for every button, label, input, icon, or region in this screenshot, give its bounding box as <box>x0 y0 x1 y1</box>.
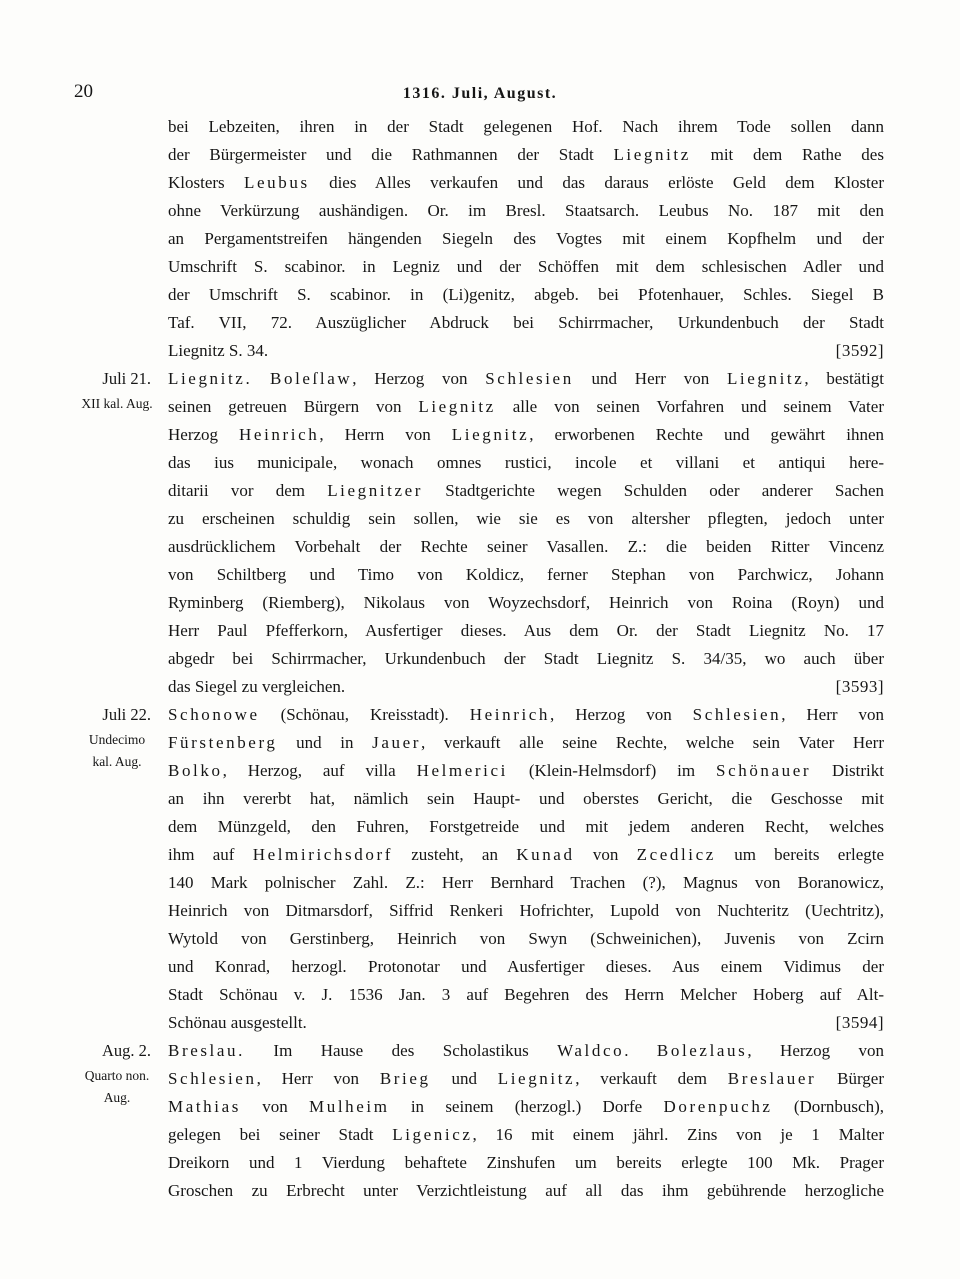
margin-date-label: Juli 21. <box>102 369 151 388</box>
text-run: Im Hause des Scholastikus <box>244 1041 558 1060</box>
text-line <box>168 757 884 785</box>
text-line <box>168 449 884 477</box>
text-line <box>168 701 884 729</box>
text-run: Herzog <box>168 425 240 444</box>
text-line <box>168 365 884 393</box>
text-run: um bereits erlegte <box>715 845 885 864</box>
text-run: 140 Mark polnischer Zahl. Z.: Herr Bernhard Trachen (?), Magnus von Boranowicz, <box>168 873 884 892</box>
text-run: , Herzog, auf villa <box>222 761 417 780</box>
text-line <box>168 141 884 169</box>
text-line <box>168 1093 884 1121</box>
text-run: und Herr von <box>573 369 727 388</box>
text-run: von Schiltberg und Timo von Koldicz, ferner Stephan von Parchwicz, Johann <box>168 565 884 584</box>
text-line <box>168 1121 884 1149</box>
letterspaced-name: Ligenicz <box>392 1125 473 1144</box>
letterspaced-name: Liegnitzer <box>327 481 424 500</box>
letterspaced-name: Schlesien <box>168 1069 257 1088</box>
text-run: (Klein-Helmsdorf) im <box>507 761 717 780</box>
text-run: mit dem Rathe des <box>690 145 884 164</box>
letterspaced-name: Jauer <box>372 733 421 752</box>
text-line <box>168 1177 884 1205</box>
regest-entry <box>168 113 884 365</box>
text-run: an ihn vererbt hat, nämlich sein Haupt- und oberstes Gericht, die Geschosse mit <box>168 789 884 808</box>
text-line <box>168 1065 884 1093</box>
text-line <box>168 869 884 897</box>
letterspaced-name: Schönauer <box>716 761 812 780</box>
text-run: an Pergamentstreifen hängenden Siegeln des Vogtes mit einem Kopfhelm und der <box>168 229 884 248</box>
margin-kalends-label: Aug. <box>103 1090 131 1105</box>
text-run: zusteht, an <box>392 845 517 864</box>
letterspaced-name: Kunad <box>516 845 575 864</box>
letterspaced-name: Liegnitz <box>451 425 530 444</box>
text-line <box>168 561 884 589</box>
margin-annotation <box>70 701 164 773</box>
text-run: Wytold von Gerstinberg, Heinrich von Swyn (Schweinichen), Juvenis von Zcirn <box>168 929 884 948</box>
regest-entry <box>81 365 884 701</box>
text-run: Taf. VII, 72. Auszüglicher Abdruck bei Schirrmacher, Urkundenbuch der Stadt <box>168 313 884 332</box>
text-run: , bestätigt <box>804 369 884 388</box>
text-run: der Umschrift S. scabinor. in (Li)genitz, abgeb. bei Pfotenhauer, Schles. Siegel B <box>168 285 884 304</box>
letterspaced-name: Schlesien <box>692 705 782 724</box>
page-header: 1316. Juli, August. <box>402 85 558 102</box>
text-run: Herr Paul Pfefferkorn, Ausfertiger dieses. Aus dem Or. der Stadt Liegnitz No. 17 <box>168 621 884 640</box>
text-run <box>252 369 270 388</box>
regest-entry <box>88 701 885 1037</box>
text-run: der Bürgermeister und die Rathmannen der Stadt <box>168 145 614 164</box>
text-run: (Schönau, Kreisstadt). <box>259 705 470 724</box>
text-run: bei Lebzeiten, ihren in der Stadt gelegenen Hof. Nach ihrem Tode sollen dann <box>168 117 884 136</box>
text-line <box>168 645 884 673</box>
text-line <box>168 813 884 841</box>
text-line <box>168 897 884 925</box>
text-line <box>168 281 884 309</box>
letterspaced-name: Waldco <box>557 1041 625 1060</box>
text-line <box>168 113 884 141</box>
text-run: . <box>624 1041 657 1060</box>
text-line <box>168 1037 884 1065</box>
text-run: Umschrift S. scabinor. in Legniz und der Schöffen mit dem schlesischen Adler und <box>168 257 884 276</box>
margin-kalends-label: XII kal. Aug. <box>81 396 153 411</box>
regest-entry <box>84 1037 885 1205</box>
text-line <box>168 421 884 449</box>
text-run: ihm auf <box>168 845 253 864</box>
text-line <box>168 589 884 617</box>
text-run: , Herzog von <box>747 1041 885 1060</box>
letterspaced-name: Helmirichsdorf <box>252 845 393 864</box>
margin-annotation <box>70 365 164 415</box>
letterspaced-name: Liegnitz <box>726 369 805 388</box>
text-line <box>168 925 884 953</box>
letterspaced-name: Breslau. <box>168 1041 245 1060</box>
text-run: in seinem (herzogl.) Dorfe <box>389 1097 664 1116</box>
text-line <box>168 1149 884 1177</box>
text-line <box>168 225 884 253</box>
text-line <box>168 477 884 505</box>
text-run: Liegnitz S. 34. <box>168 341 269 360</box>
margin-kalends-label: Undecimo <box>88 732 146 747</box>
text-run: und Konrad, herzogl. Protonotar und Ausfertiger dieses. Aus einem Vidimus der <box>168 957 884 976</box>
text-line <box>168 673 884 701</box>
text-line <box>168 729 884 757</box>
text-line <box>168 953 884 981</box>
letterspaced-name: Breslauer <box>727 1069 817 1088</box>
document-body <box>81 113 885 1205</box>
letterspaced-name: Mulheim <box>309 1097 390 1116</box>
text-line <box>168 617 884 645</box>
margin-date-label: Aug. 2. <box>101 1041 151 1060</box>
letterspaced-name: Liegnitz <box>418 397 496 416</box>
text-run: abgedr bei Schirrmacher, Urkundenbuch der Stadt Liegnitz S. 34/35, wo auch über <box>168 649 884 668</box>
letterspaced-name: Bolko <box>168 761 223 780</box>
text-run: , Herzog von <box>550 705 693 724</box>
margin-date-label: Juli 22. <box>102 705 151 724</box>
text-run: Stadt Schönau v. J. 1536 Jan. 3 auf Begehren des Herrn Melcher Hoberg auf Alt- <box>168 985 884 1004</box>
text-line <box>168 841 884 869</box>
text-run: Dreikorn und 1 Vierdung behaftete Zinshufen um bereits erlegte 100 Mk. Prager <box>168 1153 884 1172</box>
text-run: , erworbenen Rechte und gewährt ihnen <box>529 425 884 444</box>
text-line <box>168 309 884 337</box>
letterspaced-name: Liegnitz <box>613 145 691 164</box>
letterspaced-name: Helmerici <box>416 761 508 780</box>
letterspaced-name: Fürstenberg <box>168 733 278 752</box>
letterspaced-name: Schonowe <box>168 705 260 724</box>
letterspaced-name: Bolezlaus <box>656 1041 748 1060</box>
text-run: Stadtgerichte wegen Schulden oder anderer Sachen <box>423 481 884 500</box>
text-run: Schönau ausgestellt. <box>168 1013 307 1032</box>
text-line <box>168 337 884 365</box>
text-run: , 16 mit einem jährl. Zins von je 1 Malter <box>472 1125 885 1144</box>
text-run: (Dornbusch), <box>772 1097 885 1116</box>
text-line <box>168 253 884 281</box>
letterspaced-name: Liegnitz. <box>168 369 253 388</box>
letterspaced-name: Heinrich <box>239 425 320 444</box>
letterspaced-name: Dorenpuchz <box>663 1097 773 1116</box>
text-run: ohne Verkürzung aushändigen. Or. im Bresl. Staatsarch. Leubus No. 187 mit den <box>168 201 884 220</box>
text-run: von <box>240 1097 310 1116</box>
text-run: , verkauft alle seine Rechte, welche sein Vater Herr <box>420 733 884 752</box>
text-run: Distrikt <box>811 761 885 780</box>
text-line <box>168 393 884 421</box>
margin-kalends-label: Quarto non. <box>84 1068 150 1083</box>
text-run: dies Alles verkaufen und das daraus erlöste Geld dem Kloster <box>309 173 884 192</box>
text-run: und <box>430 1069 498 1088</box>
letterspaced-name: Mathias <box>168 1097 241 1116</box>
text-run: alle von seinen Vorfahren und seinem Vater <box>495 397 884 416</box>
text-run: ausdrücklichem Vorbehalt der Rechte seiner Vasallen. Z.: die beiden Ritter Vincenz <box>168 537 884 556</box>
text-run: seinen getreuen Bürgern von <box>168 397 419 416</box>
text-run: , verkauft dem <box>575 1069 728 1088</box>
entry-number: [3593] <box>835 677 884 696</box>
text-line <box>168 197 884 225</box>
entry-number: [3592] <box>835 341 884 360</box>
text-run: und in <box>277 733 373 752</box>
letterspaced-name: Liegnitz <box>497 1069 576 1088</box>
text-run: von <box>574 845 637 864</box>
text-line <box>168 533 884 561</box>
margin-kalends-label: kal. Aug. <box>92 754 142 769</box>
letterspaced-name: Heinrich <box>469 705 551 724</box>
page-number: 20 <box>74 81 93 102</box>
text-line <box>168 1009 884 1037</box>
text-run: ditarii vor dem <box>168 481 328 500</box>
letterspaced-name: Brieg <box>379 1069 431 1088</box>
margin-annotation <box>70 1037 164 1109</box>
text-run: das Siegel zu vergleichen. <box>168 677 346 696</box>
letterspaced-name: Schlesien <box>485 369 574 388</box>
text-run: , Herzog von <box>352 369 486 388</box>
text-run: dem Münzgeld, den Fuhren, Forstgetreide und mit jedem anderen Recht, welches <box>168 817 884 836</box>
text-run: , Herr von <box>256 1069 380 1088</box>
text-run: Groschen zu Erbrecht unter Verzichtleistung auf all das ihm gebührende herzogliche <box>168 1181 884 1200</box>
text-run: gelegen bei seiner Stadt <box>168 1125 393 1144</box>
text-line <box>168 981 884 1009</box>
text-run: Ryminberg (Riemberg), Nikolaus von Woyzechsdorf, Heinrich von Roina (Royn) und <box>168 593 884 612</box>
letterspaced-name: Leubus <box>244 173 310 192</box>
letterspaced-name: Zcedlicz <box>636 845 716 864</box>
text-run: zu erscheinen schuldig sein sollen, wie sie es von altersher pflegten, jedoch unter <box>168 509 884 528</box>
text-run: Heinrich von Ditmarsdorf, Siffrid Renkeri Hofrichter, Lupold von Nuchteritz (Uechtritz), <box>168 901 884 920</box>
text-line <box>168 505 884 533</box>
text-run: , Herrn von <box>319 425 452 444</box>
letterspaced-name: Boleſlaw <box>270 369 353 388</box>
text-line <box>168 169 884 197</box>
entry-number: [3594] <box>835 1013 884 1032</box>
text-run: , Herr von <box>781 705 884 724</box>
text-run: das ius municipale, wonach omnes rustici, incole et villani et antiqui here- <box>168 453 884 472</box>
text-line <box>168 785 884 813</box>
text-run: Klosters <box>168 173 245 192</box>
text-run: Bürger <box>816 1069 885 1088</box>
